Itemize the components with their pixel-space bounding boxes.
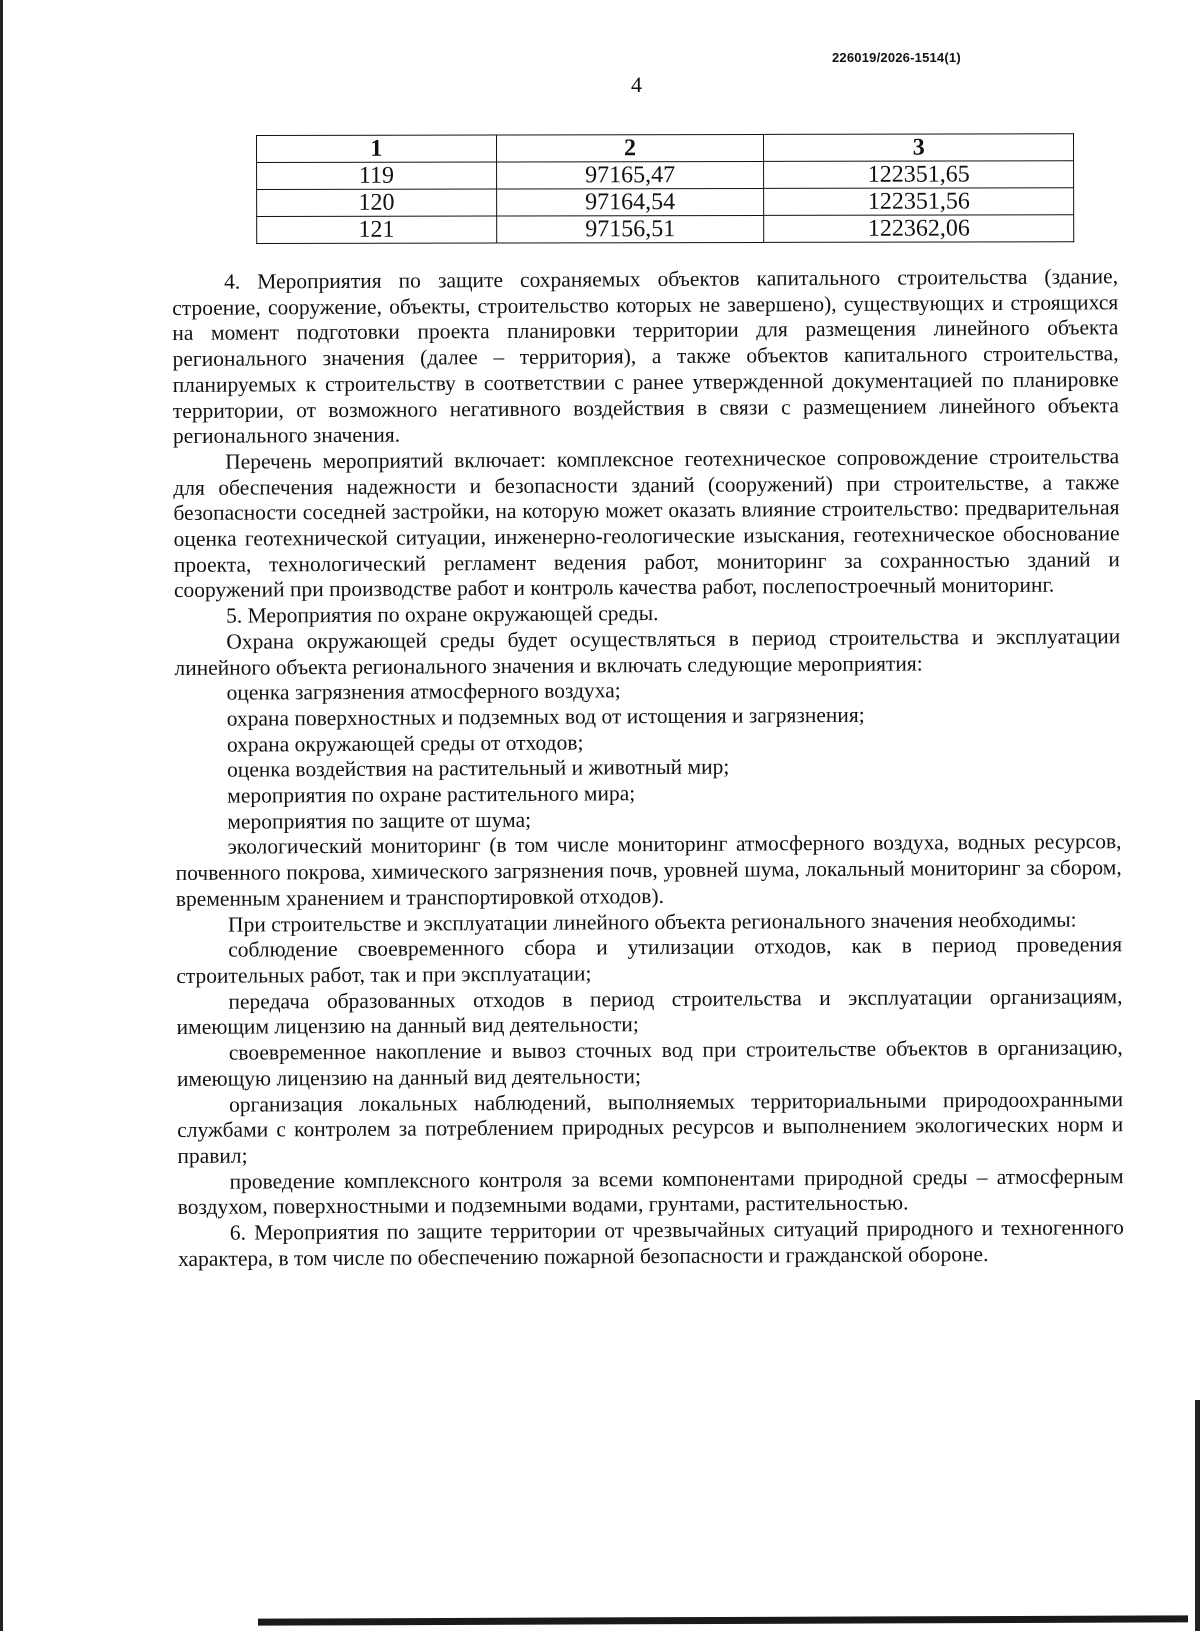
list-item: проведение комплексного контроля за всеми компонентами природной среды – атмосферным воздухом, поверхностными и подземными водами, грунтами, растительностью.	[177, 1163, 1124, 1220]
list-item: охрана поверхностных и подземных вод от истощения и загрязнения;	[226, 702, 865, 731]
table-cell: 119	[257, 162, 497, 190]
page-number: 4	[631, 72, 642, 97]
coordinates-table	[256, 133, 1074, 244]
list-item: охрана окружающей среды от отходов;	[226, 730, 584, 757]
scan-left-edge	[0, 0, 3, 1631]
environment-protection-paragraph: Охрана окружающей среды будет осуществляться в период строительства и эксплуатации линейного объекта регионального значения и включать следующие мероприятия:	[174, 624, 1121, 680]
list-item: экологический мониторинг (в том числе мониторинг атмосферного воздуха, водных ресурсов, почвенного покрова, химического загрязнения почв, уровней шума, локальный мониторинг за сбором, временным хранением и транспортировкой отходов).	[175, 829, 1122, 911]
list-item: мероприятия по охране растительного мира;	[227, 781, 636, 808]
table-row	[257, 188, 1074, 217]
list-item: соблюдение своевременного сбора и утилизации отходов, как в период проведения строительных работ, так и при эксплуатации;	[176, 932, 1123, 988]
table-cell: 122351,56	[764, 188, 1074, 216]
measures-list-paragraph: Перечень мероприятий включает: комплексное геотехническое сопровождение строительства для обеспечения надежности и безопасности зданий (сооружений) при строительстве, а также безопасности соседней застройки, на которую может оказать влияние строительство: предварительная оценка геотехнической ситуации, инженерно-геологические изыскания, геотехническое обоснование проекта, технологический регламент ведения работ, мониторинг за сохранностью зданий и сооружений при производстве работ и контроль качества работ, послепостроечный мониторинг.	[173, 444, 1120, 603]
document-id: 226019/2026-1514(1)	[832, 50, 961, 65]
table-cell: 97165,47	[496, 161, 764, 189]
construction-requirements-paragraph: При строительстве и эксплуатации линейного объекта регионального значения необходимы:	[227, 907, 1077, 937]
table-cell: 120	[257, 189, 497, 217]
table-cell: 121	[257, 216, 497, 244]
scan-bottom-edge	[258, 1615, 1188, 1625]
list-item: мероприятия по защите от шума;	[227, 807, 532, 834]
section-4-paragraph: 4. Мероприятия по защите сохраняемых объектов капитального строительства (здание, строение, сооружение, объекты, строительство которых не завершено), существующих и строящихся на момент подготовки проекта планировки территории для размещения линейного объекта регионального значения (далее – территория), а также объектов капитального строительства, планируемых к строительству в соответствии с ранее утвержденной документацией по планировке территории, от возможного негативного воздействия в связи с размещением линейного объекта регионального значения.	[172, 264, 1119, 449]
table-cell: 97156,51	[496, 215, 764, 243]
table-cell: 122351,65	[764, 161, 1074, 189]
section-5-heading: 5. Мероприятия по охране окружающей среды.	[226, 601, 659, 628]
table-row	[257, 215, 1074, 244]
table-header-cell: 2	[496, 134, 764, 162]
document-body	[172, 264, 1124, 1272]
table-cell: 122362,06	[764, 215, 1074, 243]
section-6-paragraph: 6. Мероприятия по защите территории от чрезвычайных ситуаций природного и техногенного характера, в том числе по обеспечению пожарной безопасности и гражданской обороне.	[177, 1215, 1124, 1271]
list-item: своевременное накопление и вывоз сточных вод при строительстве объектов в организацию, имеющую лицензию на данный вид деятельности;	[176, 1035, 1123, 1091]
list-item: организация локальных наблюдений, выполняемых территориальными природоохранными службами с контролем за потреблением природных ресурсов и выполнением экологических норм и правил;	[177, 1086, 1124, 1168]
table-row	[257, 161, 1074, 190]
table-cell: 97164,54	[496, 188, 764, 216]
table-header-cell: 1	[257, 135, 497, 163]
list-item: оценка воздействия на растительный и животный мир;	[226, 754, 730, 783]
table-header-cell: 3	[764, 134, 1074, 162]
list-item: оценка загрязнения атмосферного воздуха;	[226, 678, 621, 705]
list-item: передача образованных отходов в период строительства и эксплуатации организациям, имеющим лицензию на данный вид деятельности;	[176, 983, 1123, 1040]
table-header-row	[257, 134, 1074, 163]
scan-right-edge	[1195, 1400, 1200, 1631]
